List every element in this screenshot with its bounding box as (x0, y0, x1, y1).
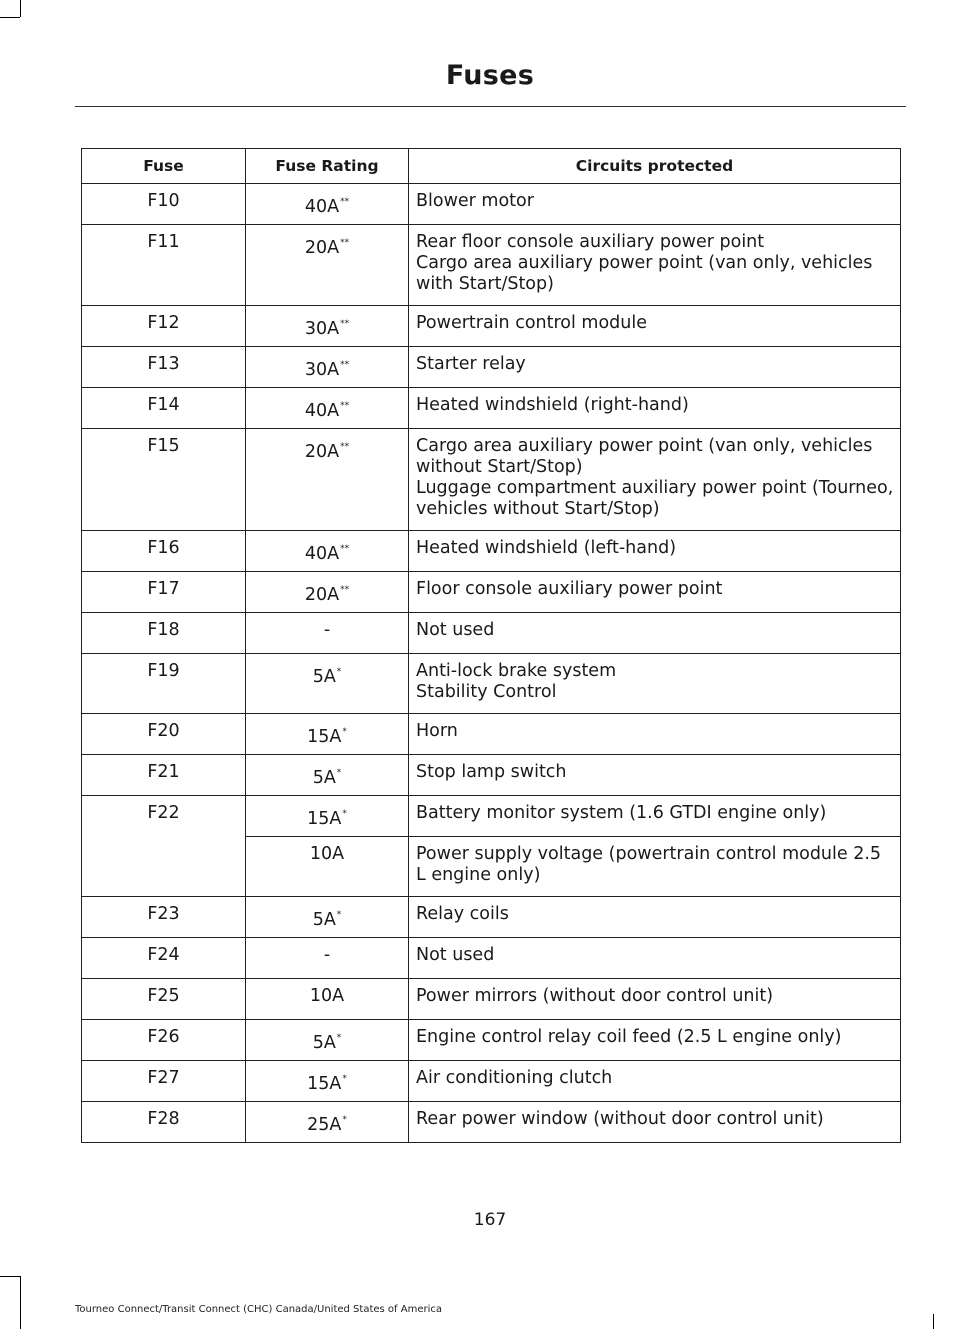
fuse-table (81, 148, 901, 1143)
fuse-rating-value: 40A (304, 544, 340, 564)
crop-mark (0, 1276, 20, 1277)
fuse-rating-value: 10A (309, 844, 345, 864)
fuse-rating-cell (246, 184, 409, 225)
circuit-description: Relay coils (416, 904, 509, 924)
fuse-rating-value: 15A (307, 809, 342, 829)
footnote-mark: * (342, 727, 347, 737)
crop-mark (20, 1276, 21, 1329)
table-row (82, 184, 901, 225)
fuse-rating-cell (246, 1061, 409, 1102)
footnote-mark: * (336, 667, 342, 677)
fuse-id-cell: F23 (82, 897, 246, 938)
fuse-rating-value: 20A (304, 442, 340, 462)
table-row (82, 225, 901, 306)
fuse-id-cell: F27 (82, 1061, 246, 1102)
circuits-cell (409, 979, 901, 1020)
fuse-rating-value: 5A (312, 768, 336, 788)
table-row (82, 796, 901, 837)
circuit-description: Battery monitor system (1.6 GTDI engine only) (416, 803, 827, 823)
table-row (82, 347, 901, 388)
circuit-description: Stability Control (416, 682, 557, 702)
circuit-description: Rear power window (without door control unit) (416, 1109, 824, 1129)
footnote-mark: ** (340, 442, 350, 452)
circuits-cell (409, 1102, 901, 1143)
table-row (82, 613, 901, 654)
crop-mark (0, 17, 20, 18)
footnote-mark: * (342, 1074, 347, 1084)
footnote-mark: * (336, 1033, 342, 1043)
fuse-rating-cell (246, 796, 409, 837)
circuit-description: Blower motor (416, 191, 534, 211)
fuse-rating-cell (246, 755, 409, 796)
footnote-mark: ** (340, 544, 350, 554)
circuits-cell (409, 755, 901, 796)
fuse-rating-cell (246, 837, 409, 897)
fuse-id-cell: F20 (82, 714, 246, 755)
table-row (82, 572, 901, 613)
fuse-id-cell: F24 (82, 938, 246, 979)
circuit-description: Floor console auxiliary power point (416, 579, 723, 599)
fuse-id-cell: F17 (82, 572, 246, 613)
circuits-cell (409, 1020, 901, 1061)
circuits-cell (409, 306, 901, 347)
circuit-description: Power mirrors (without door control unit) (416, 986, 774, 1006)
fuse-rating-cell (246, 429, 409, 531)
fuse-id-cell: F10 (82, 184, 246, 225)
page-number: 167 (473, 1210, 507, 1230)
circuits-cell (409, 613, 901, 654)
table-row (82, 979, 901, 1020)
fuse-rating-cell (246, 388, 409, 429)
fuse-id-cell: F25 (82, 979, 246, 1020)
fuse-rating-cell (246, 897, 409, 938)
table-row (82, 306, 901, 347)
circuit-description: Heated windshield (left-hand) (416, 538, 677, 558)
fuse-rating-cell (246, 979, 409, 1020)
header-fuse: Fuse (82, 149, 246, 184)
fuse-rating-value: - (323, 945, 331, 965)
footnote-mark: * (336, 768, 342, 778)
fuse-id-cell: F12 (82, 306, 246, 347)
table-row (82, 714, 901, 755)
table-header-row (82, 149, 901, 184)
circuit-description: Starter relay (416, 354, 526, 374)
fuse-rating-value: 40A (304, 197, 340, 217)
fuse-rating-cell (246, 531, 409, 572)
circuit-description: Powertrain control module (416, 313, 648, 333)
fuse-rating-cell (246, 1020, 409, 1061)
fuse-id-cell: F26 (82, 1020, 246, 1061)
circuits-cell (409, 654, 901, 714)
footnote-mark: ** (340, 197, 350, 207)
footnote-mark: * (342, 809, 347, 819)
title-rule (75, 106, 906, 107)
fuse-table-body (82, 184, 901, 1143)
fuse-rating-value: 5A (312, 667, 336, 687)
table-row (82, 1102, 901, 1143)
circuits-cell (409, 184, 901, 225)
header-fuse-rating: Fuse Rating (246, 149, 409, 184)
fuse-rating-value: 20A (304, 238, 340, 258)
table-row (82, 429, 901, 531)
circuits-cell (409, 531, 901, 572)
table-row (82, 897, 901, 938)
circuits-cell (409, 938, 901, 979)
circuits-cell (409, 796, 901, 837)
circuit-description: Luggage compartment auxiliary power point (Tourneo, vehicles without Start/Stop) (416, 478, 894, 519)
fuse-id-cell: F18 (82, 613, 246, 654)
circuits-cell (409, 225, 901, 306)
circuit-description: Cargo area auxiliary power point (van only, vehicles without Start/Stop) (416, 436, 873, 477)
table-row (82, 654, 901, 714)
table-row (82, 938, 901, 979)
fuse-rating-cell (246, 714, 409, 755)
circuits-cell (409, 714, 901, 755)
fuse-rating-cell (246, 613, 409, 654)
fuse-rating-value: 5A (312, 910, 336, 930)
table-row (82, 755, 901, 796)
fuse-id-cell: F11 (82, 225, 246, 306)
fuse-rating-cell (246, 306, 409, 347)
crop-mark (20, 0, 21, 17)
fuse-rating-cell (246, 1102, 409, 1143)
fuse-id-cell: F22 (82, 796, 246, 897)
fuse-rating-value: 40A (304, 401, 340, 421)
circuit-description: Air conditioning clutch (416, 1068, 613, 1088)
footnote-mark: ** (340, 585, 350, 595)
footer-text: Tourneo Connect/Transit Connect (CHC) Canada/United States of America (75, 1304, 442, 1315)
footnote-mark: * (342, 1115, 347, 1125)
circuit-description: Horn (416, 721, 458, 741)
circuit-description: Heated windshield (right-hand) (416, 395, 689, 415)
table-row (82, 388, 901, 429)
fuse-id-cell: F14 (82, 388, 246, 429)
circuit-description: Not used (416, 620, 495, 640)
circuit-description: Engine control relay coil feed (2.5 L engine only) (416, 1027, 842, 1047)
fuse-rating-cell (246, 225, 409, 306)
table-row (82, 1020, 901, 1061)
crop-mark (933, 1314, 934, 1329)
footnote-mark: ** (340, 238, 350, 248)
footnote-mark: ** (340, 360, 350, 370)
fuse-rating-value: 15A (307, 1074, 342, 1094)
circuit-description: Cargo area auxiliary power point (van only, vehicles with Start/Stop) (416, 253, 873, 294)
fuse-rating-cell (246, 347, 409, 388)
circuits-cell (409, 388, 901, 429)
fuse-id-cell: F28 (82, 1102, 246, 1143)
fuse-rating-value: - (323, 620, 331, 640)
circuit-description: Not used (416, 945, 495, 965)
fuse-rating-value: 5A (312, 1033, 336, 1053)
fuse-id-cell: F15 (82, 429, 246, 531)
page-title: Fuses (445, 60, 535, 91)
circuit-description: Rear floor console auxiliary power point (416, 232, 765, 252)
footnote-mark: ** (340, 319, 350, 329)
fuse-rating-cell (246, 654, 409, 714)
circuits-cell (409, 347, 901, 388)
fuse-id-cell: F13 (82, 347, 246, 388)
footnote-mark: * (336, 910, 342, 920)
circuits-cell (409, 429, 901, 531)
circuit-description: Anti-lock brake system (416, 661, 617, 681)
footnote-mark: ** (340, 401, 350, 411)
fuse-rating-value: 15A (307, 727, 342, 747)
fuse-rating-cell (246, 572, 409, 613)
fuse-rating-value: 30A (304, 319, 340, 339)
header-circuits-protected: Circuits protected (409, 149, 901, 184)
fuse-rating-value: 25A (307, 1115, 342, 1135)
circuits-cell (409, 572, 901, 613)
fuse-id-cell: F19 (82, 654, 246, 714)
circuits-cell (409, 1061, 901, 1102)
circuits-cell (409, 897, 901, 938)
table-row (82, 531, 901, 572)
fuse-rating-value: 30A (304, 360, 340, 380)
fuse-id-cell: F16 (82, 531, 246, 572)
fuse-id-cell: F21 (82, 755, 246, 796)
fuse-rating-cell (246, 938, 409, 979)
circuit-description: Power supply voltage (powertrain control module 2.5 L engine only) (416, 844, 882, 885)
fuse-rating-value: 10A (309, 986, 345, 1006)
fuse-rating-value: 20A (304, 585, 340, 605)
circuit-description: Stop lamp switch (416, 762, 567, 782)
circuits-cell (409, 837, 901, 897)
table-row (82, 1061, 901, 1102)
